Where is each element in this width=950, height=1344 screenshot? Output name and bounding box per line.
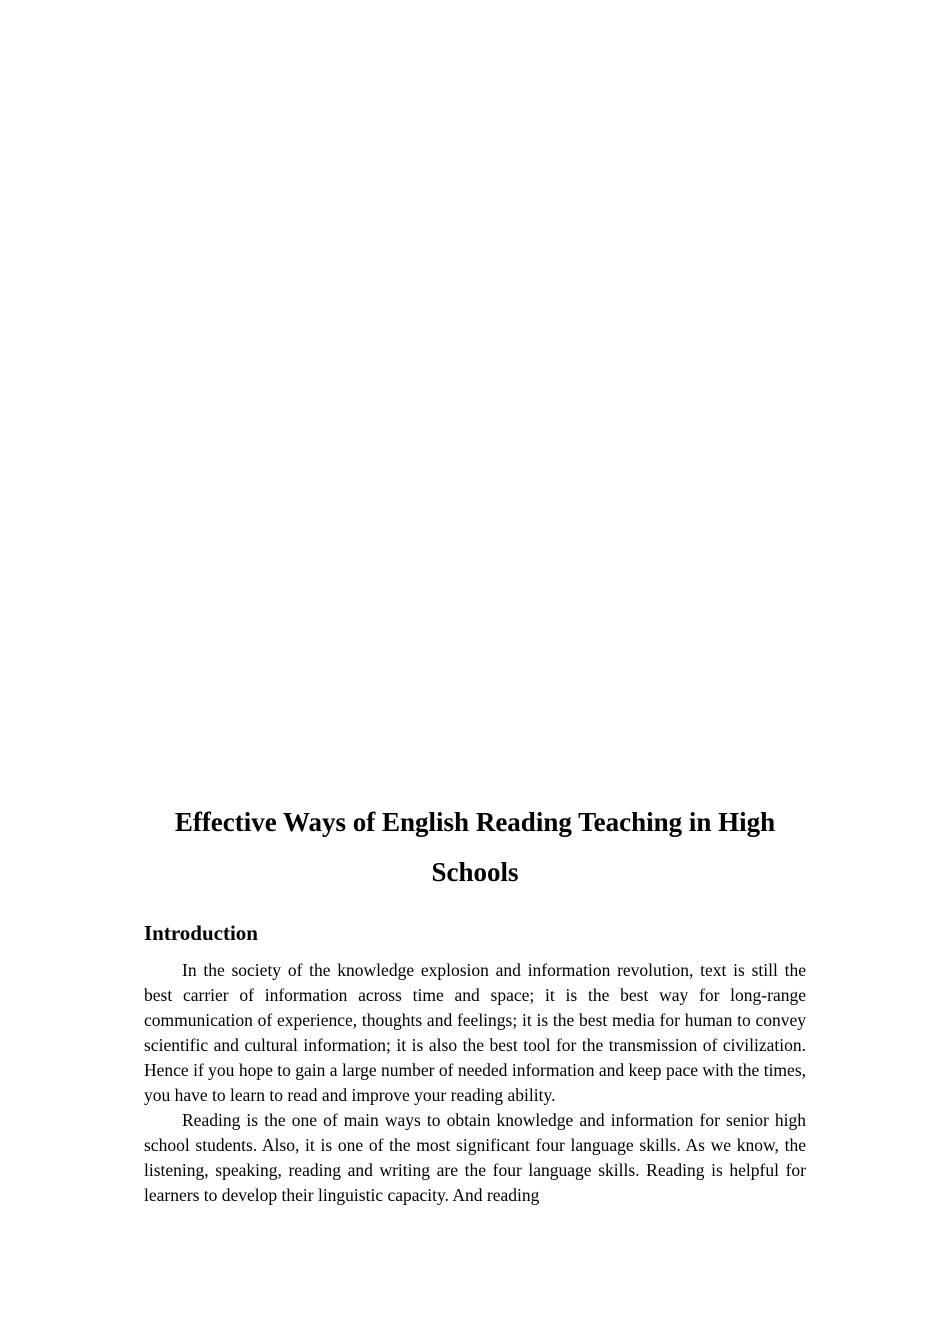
document-title: Effective Ways of English Reading Teaching in High Schools bbox=[174, 807, 776, 887]
paragraph-1: In the society of the knowledge explosion and information revolution, text is still the best carrier of information across time and space; it is the best way for long-range communication of experience, thoughts and feelings; it is the best media for human to convey scientific and cultural information; it is also the best tool for the transmission of civilization. Hence if you hope to gain a large number of needed information and keep pace with the times, you have to learn to read and improve your reading ability. bbox=[144, 960, 806, 1105]
introduction-body bbox=[144, 958, 806, 1208]
paragraph-2: Reading is the one of main ways to obtain knowledge and information for senior high school students. Also, it is one of the most significant four language skills. As we know, the listening, speaking, reading and writing are the four language skills. Reading is helpful for learners to develop their linguistic capacity. And reading bbox=[144, 1110, 806, 1205]
section-heading-introduction: Introduction bbox=[144, 921, 258, 945]
